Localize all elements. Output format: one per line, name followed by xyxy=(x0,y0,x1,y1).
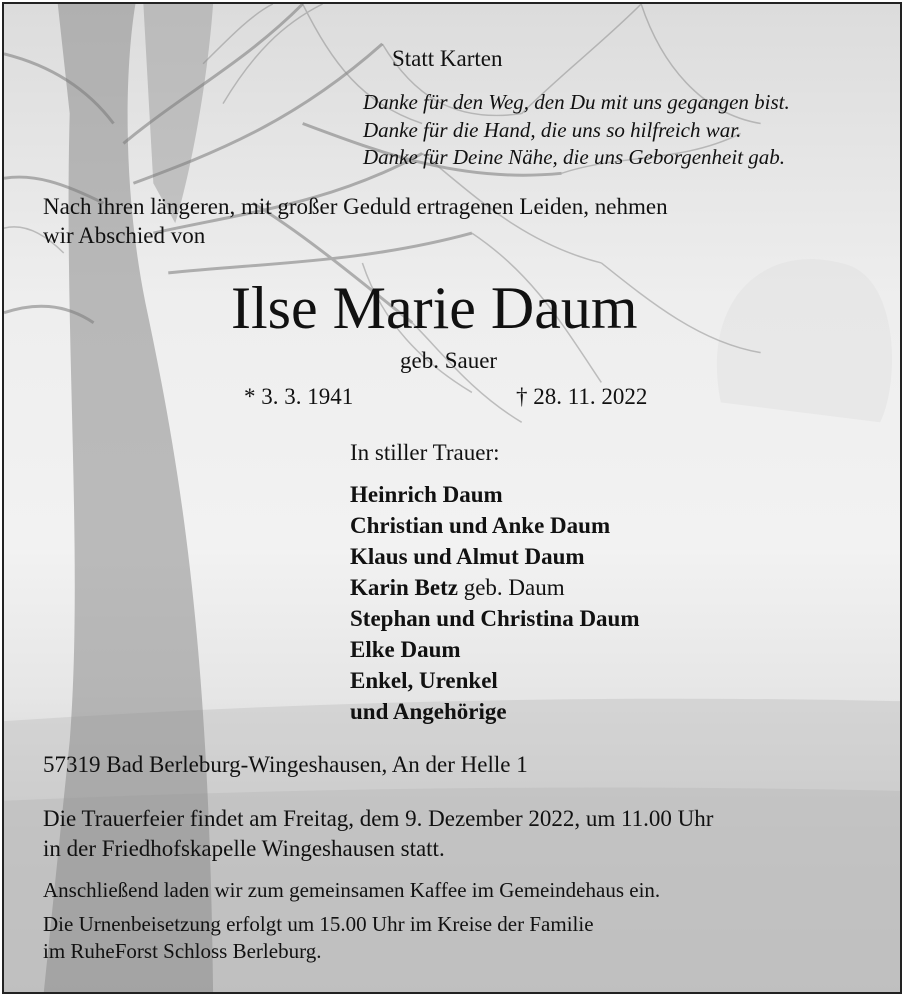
announcement-line: wir Abschied von xyxy=(43,223,206,248)
intro-text: Statt Karten xyxy=(392,46,503,71)
deceased-name: Ilse Marie Daum xyxy=(231,275,638,341)
birth-date: * 3. 3. 1941 xyxy=(244,384,354,409)
service-info: in der Friedhofskapelle Wingeshausen statt. xyxy=(43,836,445,861)
birth-name: geb. Sauer xyxy=(400,348,498,373)
mourner-name: Karin Betz geb. Daum xyxy=(350,575,565,600)
mourners-heading: In stiller Trauer: xyxy=(350,440,500,465)
burial-info: Die Urnenbeisetzung erfolgt um 15.00 Uhr im Kreise der Familie xyxy=(43,912,594,936)
mourner-name: Enkel, Urenkel xyxy=(350,668,498,693)
mourner-name: Heinrich Daum xyxy=(350,482,503,507)
mourner-name: Elke Daum xyxy=(350,637,461,662)
address: 57319 Bad Berleburg-Wingeshausen, An der Helle 1 xyxy=(43,752,528,777)
mourner-name: Christian und Anke Daum xyxy=(350,513,611,538)
obituary-notice xyxy=(2,2,902,994)
poem-line: Danke für den Weg, den Du mit uns gegangen bist. xyxy=(363,90,790,114)
announcement-line: Nach ihren längeren, mit großer Geduld ertragenen Leiden, nehmen xyxy=(43,194,668,219)
poem-line: Danke für die Hand, die uns so hilfreich war. xyxy=(363,118,742,142)
death-date: † 28. 11. 2022 xyxy=(516,384,648,409)
poem-line: Danke für Deine Nähe, die uns Geborgenheit gab. xyxy=(363,145,786,169)
service-info: Die Trauerfeier findet am Freitag, dem 9. Dezember 2022, um 11.00 Uhr xyxy=(43,806,714,831)
mourner-name: und Angehörige xyxy=(350,699,507,724)
mourner-name: Stephan und Christina Daum xyxy=(350,606,640,631)
coffee-info: Anschließend laden wir zum gemeinsamen Kaffee im Gemeindehaus ein. xyxy=(43,878,661,902)
mourner-name: Klaus und Almut Daum xyxy=(350,544,585,569)
burial-info: im RuheForst Schloss Berleburg. xyxy=(43,939,322,963)
